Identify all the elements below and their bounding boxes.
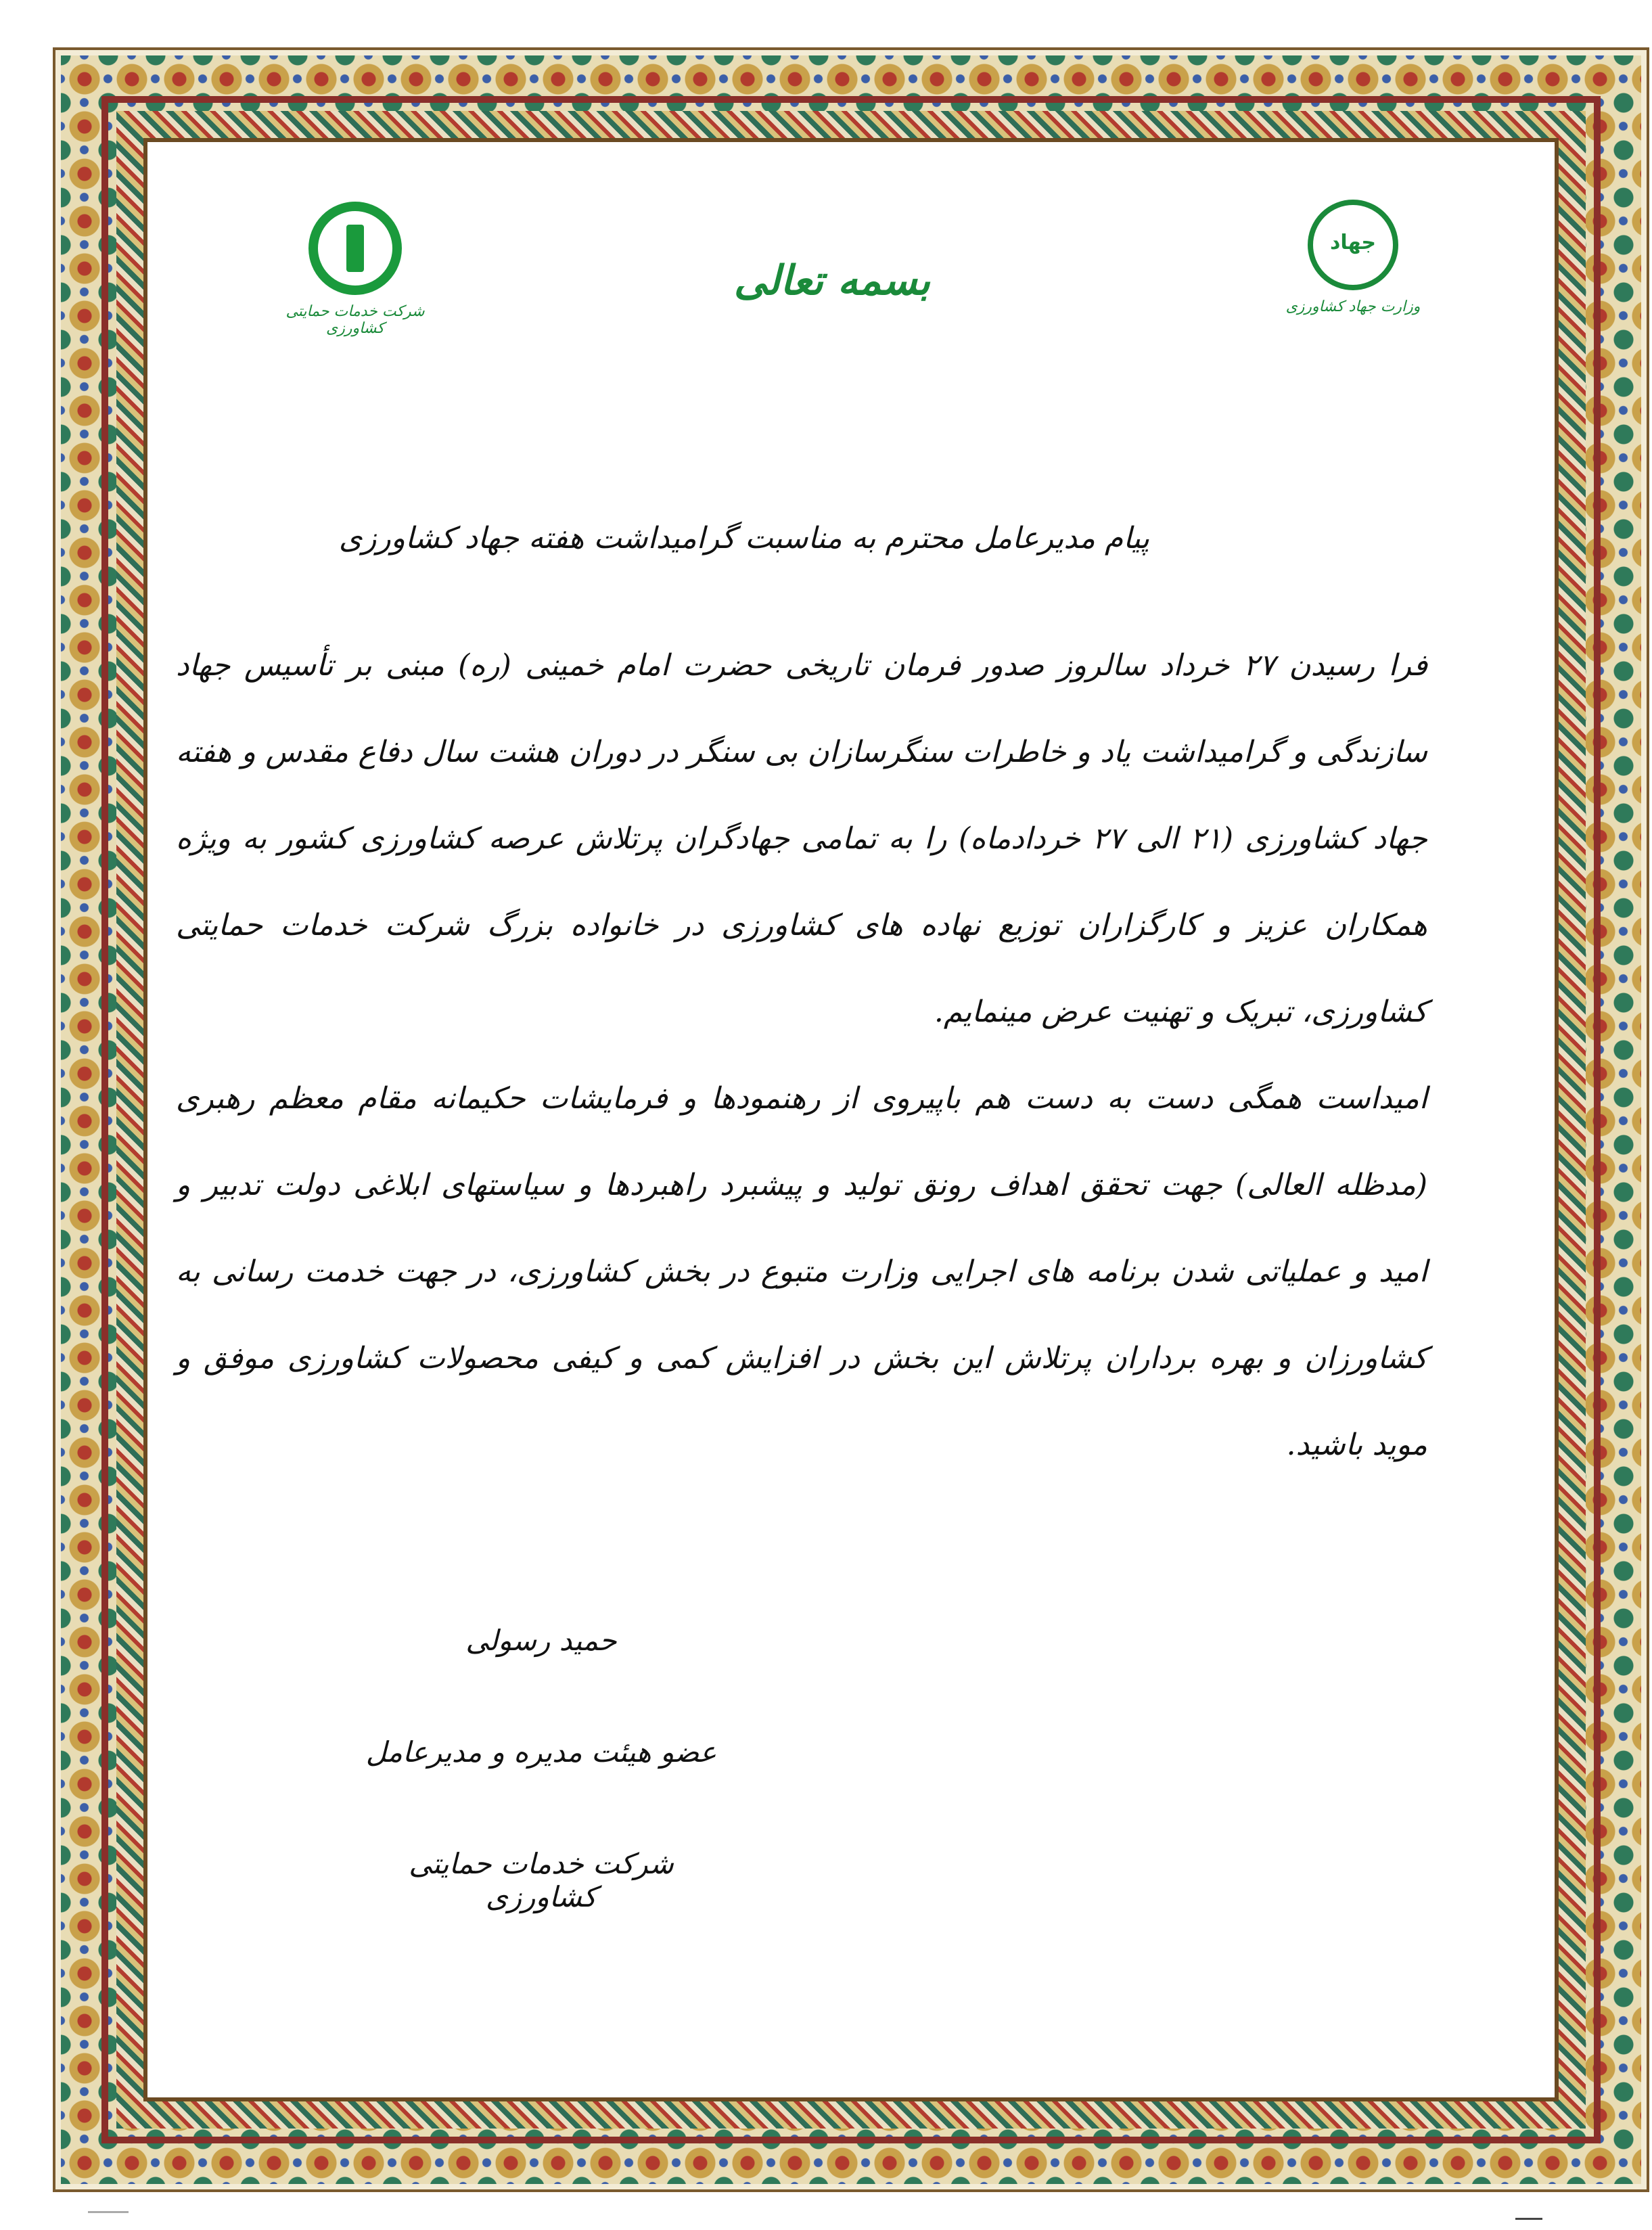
ministry-emblem-icon (1308, 200, 1398, 290)
company-logo (267, 202, 443, 337)
company-logo-caption: شرکت خدمات حمایتی کشاورزی (285, 303, 425, 337)
wheat-emblem-icon (308, 202, 402, 295)
ministry-logo-text: جهاد (1329, 231, 1377, 254)
letter-paragraph-2: امیداست همگی دست به دست هم باپیروی از رهنمودها و فرمایشات حکیمانه مقام معظم رهبری (مدظله العالی) جهت تحقق اهداف رونق تولید و پیشبرد راهبردها و سیاستهای ابلاغی دولت تدبیر و امید و عملیاتی شدن برنامه های اجرایی وزارت متبوع در بخش کشاورزی، در جهت خدمت رسانی به کشاورزان و بهره برداران پرتلاش این بخش در افزایش کمی و کیفی محصولات کشاورزی موفق و موید باشید. (176, 1081, 1427, 1462)
ministry-logo-caption: وزارت جهاد کشاورزی (1285, 298, 1421, 315)
basmala-heading: بسمه تعالی (733, 257, 931, 304)
letter-title: پیام مدیرعامل محترم به مناسبت گرامیداشت هفته جهاد کشاورزی (338, 521, 1150, 555)
ministry-logo (1285, 200, 1421, 315)
signatory-role: عضو هیئت مدیره و مدیرعامل (365, 1735, 717, 1769)
letter-paragraph-1: فرا رسیدن ۲۷ خرداد سالروز صدور فرمان تاریخی حضرت امام خمینی (ره) مبنی بر تأسیس جهاد سازندگی و گرامیداشت یاد و خاطرات سنگرسازان بی سنگر در دوران هشت سال دفاع مقدس و هفته جهاد کشاورزی (۲۱ الی ۲۷ خردادماه) را به تمامی جهادگران پرتلاش عرصه کشاورزی کشور به ویژه همکاران عزیز و کارگزاران توزیع نهاده های کشاورزی در خانواده بزرگ شرکت خدمات حمایتی کشاورزی، تبریک و تهنیت عرض مینمایم. (176, 648, 1428, 1029)
signatory-name: حمید رسولی (465, 1624, 617, 1657)
page-corner-mark (1515, 2203, 1542, 2220)
signatory-organization: شرکت خدمات حمایتی کشاورزی (409, 1847, 674, 1913)
page-footer-line (88, 2211, 129, 2218)
